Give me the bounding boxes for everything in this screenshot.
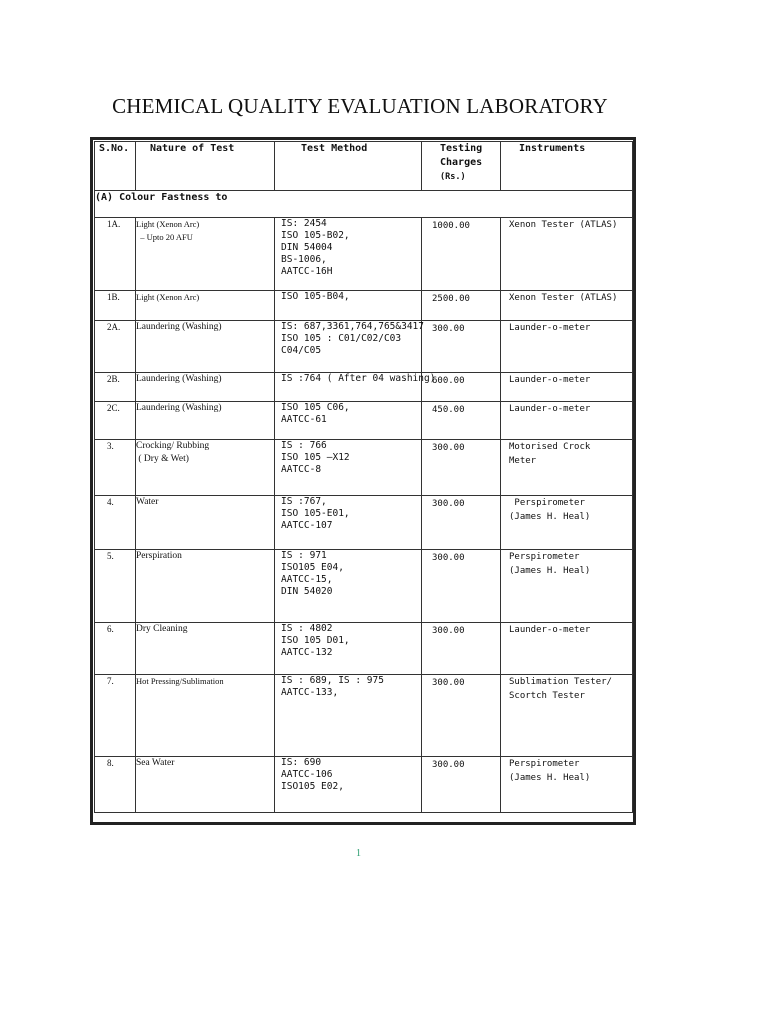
method-line: ISO105 E04, <box>281 562 344 573</box>
cell-sno: 2A. <box>95 321 136 373</box>
cell-method <box>275 757 422 813</box>
method-line: IS: 690 <box>281 757 322 768</box>
method-line: AATCC-107 <box>281 520 333 531</box>
method-line: AATCC-15, <box>281 574 333 585</box>
instrument-line: Xenon Tester (ATLAS) <box>509 220 618 230</box>
header-nature: Nature of Test <box>136 142 275 191</box>
table-header-row <box>95 142 633 191</box>
test-table-frame <box>90 137 636 825</box>
method-line: IS : 766 <box>281 440 327 451</box>
method-line: IS : 971 <box>281 550 327 561</box>
method-line: AATCC-61 <box>281 414 327 425</box>
table-row <box>95 550 633 623</box>
nature-line: Crocking/ Rubbing <box>136 441 210 451</box>
instrument-line: (James H. Heal) <box>509 512 591 522</box>
test-table <box>94 141 633 813</box>
method-line: IS: 2454 <box>281 218 327 229</box>
header-charges-line: (Rs.) <box>440 172 466 182</box>
page-number: 1 <box>356 848 361 859</box>
cell-nature <box>136 440 275 496</box>
instrument-line: Launder-o-meter <box>509 375 591 385</box>
cell-instruments <box>501 373 633 402</box>
section-row <box>95 191 633 218</box>
table-row <box>95 623 633 675</box>
cell-charges: 300.00 <box>422 321 501 373</box>
table-row <box>95 402 633 440</box>
instrument-line: (James H. Heal) <box>509 773 591 783</box>
table-row <box>95 440 633 496</box>
method-line: ISO105 E02, <box>281 781 344 792</box>
instrument-line: Scortch Tester <box>509 691 585 701</box>
method-line: IS : 689, IS : 975 <box>281 675 384 686</box>
cell-method <box>275 291 422 321</box>
method-line: AATCC-132 <box>281 647 333 658</box>
instrument-line: Xenon Tester (ATLAS) <box>509 293 618 303</box>
cell-nature <box>136 373 275 402</box>
cell-sno: 4. <box>95 496 136 550</box>
cell-nature <box>136 623 275 675</box>
cell-instruments <box>501 291 633 321</box>
instrument-line: (James H. Heal) <box>509 566 591 576</box>
cell-method <box>275 218 422 291</box>
method-line: ISO 105 D01, <box>281 635 350 646</box>
cell-sno: 6. <box>95 623 136 675</box>
header-method: Test Method <box>275 142 422 191</box>
cell-sno: 2B. <box>95 373 136 402</box>
cell-instruments <box>501 623 633 675</box>
cell-method <box>275 496 422 550</box>
cell-instruments <box>501 757 633 813</box>
instrument-line: Perspirometer <box>509 498 585 508</box>
cell-charges: 450.00 <box>422 402 501 440</box>
cell-charges: 300.00 <box>422 757 501 813</box>
method-line: ISO 105-B04, <box>281 291 350 302</box>
cell-sno: 1A. <box>95 218 136 291</box>
table-row <box>95 218 633 291</box>
nature-line: Water <box>136 497 159 507</box>
cell-charges: 300.00 <box>422 440 501 496</box>
cell-nature <box>136 550 275 623</box>
instrument-line: Motorised Crock <box>509 442 591 452</box>
method-line: ISO 105 C06, <box>281 402 350 413</box>
cell-charges: 1000.00 <box>422 218 501 291</box>
instrument-line: Perspirometer <box>509 759 580 769</box>
method-line: DIN 54020 <box>281 586 333 597</box>
cell-sno: 8. <box>95 757 136 813</box>
header-charges <box>422 142 501 191</box>
instrument-line: Launder-o-meter <box>509 323 591 333</box>
header-instruments: Instruments <box>501 142 633 191</box>
method-line: DIN 54004 <box>281 242 333 253</box>
nature-line: Light (Xenon Arc) <box>136 292 200 302</box>
instrument-line: Launder-o-meter <box>509 625 591 635</box>
cell-nature <box>136 675 275 757</box>
cell-method <box>275 373 436 402</box>
method-line: ISO 105 : C01/C02/C03 <box>281 333 402 344</box>
header-charges-line: Charges <box>440 157 483 168</box>
cell-instruments <box>501 402 633 440</box>
method-line: IS : 4802 <box>281 623 333 634</box>
table-row <box>95 291 633 321</box>
nature-line: Perspiration <box>136 551 182 561</box>
cell-instruments <box>501 675 633 757</box>
cell-charges: 300.00 <box>422 550 501 623</box>
cell-sno: 7. <box>95 675 136 757</box>
nature-line: Sea Water <box>136 758 175 768</box>
cell-method <box>275 623 422 675</box>
cell-method <box>275 321 422 373</box>
nature-line: Dry Cleaning <box>136 624 188 634</box>
method-line: AATCC-16H <box>281 266 333 277</box>
instrument-line: Launder-o-meter <box>509 404 591 414</box>
header-charges-line: Testing <box>440 143 483 154</box>
cell-nature <box>136 321 275 373</box>
method-line: BS-1006, <box>281 254 327 265</box>
cell-nature <box>136 218 275 291</box>
method-line: IS: 687,3361,764,765&3417 <box>281 321 424 332</box>
method-line: C04/C05 <box>281 345 322 356</box>
method-line: AATCC-8 <box>281 464 322 475</box>
table-row <box>95 757 633 813</box>
method-line: ISO 105-B02, <box>281 230 350 241</box>
cell-sno: 2C. <box>95 402 136 440</box>
cell-method <box>275 550 422 623</box>
nature-line: Light (Xenon Arc) <box>136 219 200 229</box>
cell-sno: 1B. <box>95 291 136 321</box>
cell-charges: 300.00 <box>422 675 501 757</box>
cell-instruments <box>501 496 633 550</box>
method-line: ISO 105 –X12 <box>281 452 350 463</box>
page-title: CHEMICAL QUALITY EVALUATION LABORATORY <box>112 94 608 118</box>
instrument-line: Sublimation Tester/ <box>509 677 612 687</box>
instrument-line: Perspirometer <box>509 552 580 562</box>
nature-line: Laundering (Washing) <box>136 374 222 384</box>
cell-charges: 300.00 <box>422 496 501 550</box>
nature-line: Laundering (Washing) <box>136 403 222 413</box>
method-line: IS :767, <box>281 496 327 507</box>
instrument-line: Meter <box>509 456 537 466</box>
table-row <box>95 373 633 402</box>
header-sno: S.No. <box>95 142 136 191</box>
cell-nature <box>136 291 275 321</box>
cell-method <box>275 440 422 496</box>
nature-line: Laundering (Washing) <box>136 322 222 332</box>
cell-charges: 300.00 <box>422 623 501 675</box>
table-row <box>95 321 633 373</box>
method-line: AATCC-106 <box>281 769 333 780</box>
cell-charges: 600.00 <box>422 373 501 402</box>
method-line: AATCC-133, <box>281 687 339 698</box>
nature-line: ( Dry & Wet) <box>136 454 189 464</box>
cell-charges: 2500.00 <box>422 291 501 321</box>
cell-method <box>275 675 422 757</box>
cell-instruments <box>501 550 633 623</box>
table-row <box>95 675 633 757</box>
cell-method <box>275 402 422 440</box>
cell-sno: 3. <box>95 440 136 496</box>
nature-line: – Upto 20 AFU <box>136 232 193 242</box>
cell-instruments <box>501 321 633 373</box>
cell-nature <box>136 496 275 550</box>
cell-instruments <box>501 218 633 291</box>
table-row <box>95 496 633 550</box>
cell-instruments <box>501 440 633 496</box>
nature-line: Hot Pressing/Sublimation <box>136 676 224 686</box>
cell-nature <box>136 757 275 813</box>
section-label: (A) Colour Fastness to <box>95 191 633 218</box>
cell-nature <box>136 402 275 440</box>
cell-sno: 5. <box>95 550 136 623</box>
method-line: ISO 105-E01, <box>281 508 350 519</box>
method-line: IS :764 ( After 04 washing) <box>281 373 436 384</box>
